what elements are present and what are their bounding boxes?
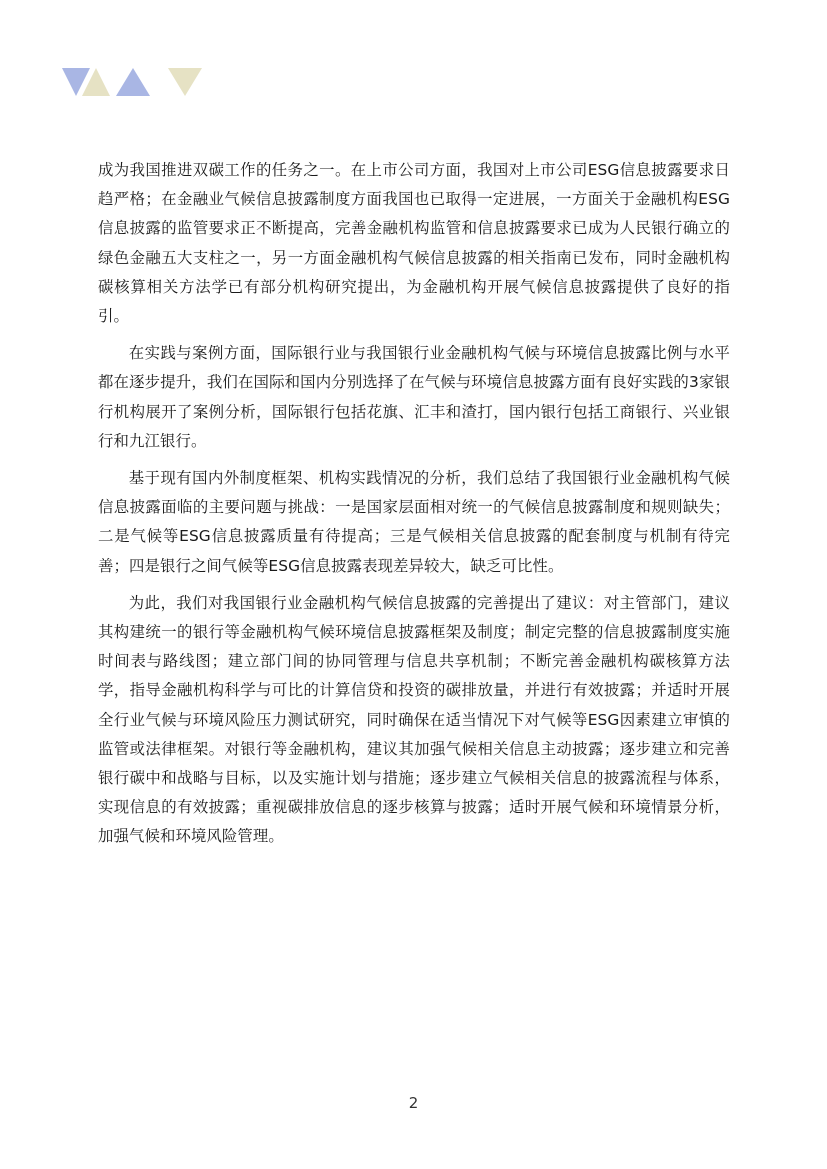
paragraph-practice-cases: 在实践与案例方面，国际银行业与我国银行业金融机构气候与环境信息披露比例与水平都在逐步提升，我们在国际和国内分别选择了在气候与环境信息披露方面有良好实践的3家银行机构展开了案例分析，国际银行包括花旗、汇丰和渣打，国内银行包括工商银行、兴业银行和九江银行。 — [98, 344, 730, 450]
triangle-pattern-icon — [62, 68, 204, 96]
triangle-beige-down — [168, 68, 202, 96]
paragraph-challenges: 基于现有国内外制度框架、机构实践情况的分析，我们总结了我国银行业金融机构气候信息披露面临的主要问题与挑战：一是国家层面相对统一的气候信息披露制度和规则缺失；二是气候等ESG信息披露质量有待提高；三是气候相关信息披露的配套制度与机制有待完善；四是银行之间气候等ESG信息披露表现差异较大，缺乏可比性。 — [98, 469, 730, 575]
paragraph-recommendations: 为此，我们对我国银行业金融机构气候信息披露的完善提出了建议：对主管部门，建议其构建统一的银行等金融机构气候环境信息披露框架及制度；制定完整的信息披露制度实施时间表与路线图；建立部门间的协同管理与信息共享机制；不断完善金融机构碳核算方法学，指导金融机构科学与可比的计算信贷和投资的碳排放量，并进行有效披露；并适时开展全行业气候与环境风险压力测试研究，同时确保在适当情况下对气候等ESG因素建立审慎的监管或法律框架。对银行等金融机构，建议其加强气候相关信息主动披露；逐步建立和完善银行碳中和战略与目标，以及实施计划与措施；逐步建立气候相关信息的披露流程与体系，实现信息的有效披露；重视碳排放信息的逐步核算与披露；适时开展气候和环境情景分析，加强气候和环境风险管理。 — [98, 593, 730, 846]
triangle-blue-up — [116, 68, 150, 96]
body-text — [98, 156, 730, 860]
page-number: 2 — [408, 1094, 419, 1112]
paragraph-continuation: 成为我国推进双碳工作的任务之一。在上市公司方面，我国对上市公司ESG信息披露要求日趋严格；在金融业气候信息披露制度方面我国也已取得一定进展，一方面关于金融机构ESG信息披露的监管要求正不断提高，完善金融机构监管和信息披露要求已成为人民银行确立的绿色金融五大支柱之一，另一方面金融机构气候信息披露的相关指南已发布，同时金融机构碳核算相关方法学已有部分机构研究提出，为金融机构开展气候信息披露提供了良好的指引。 — [98, 161, 730, 326]
